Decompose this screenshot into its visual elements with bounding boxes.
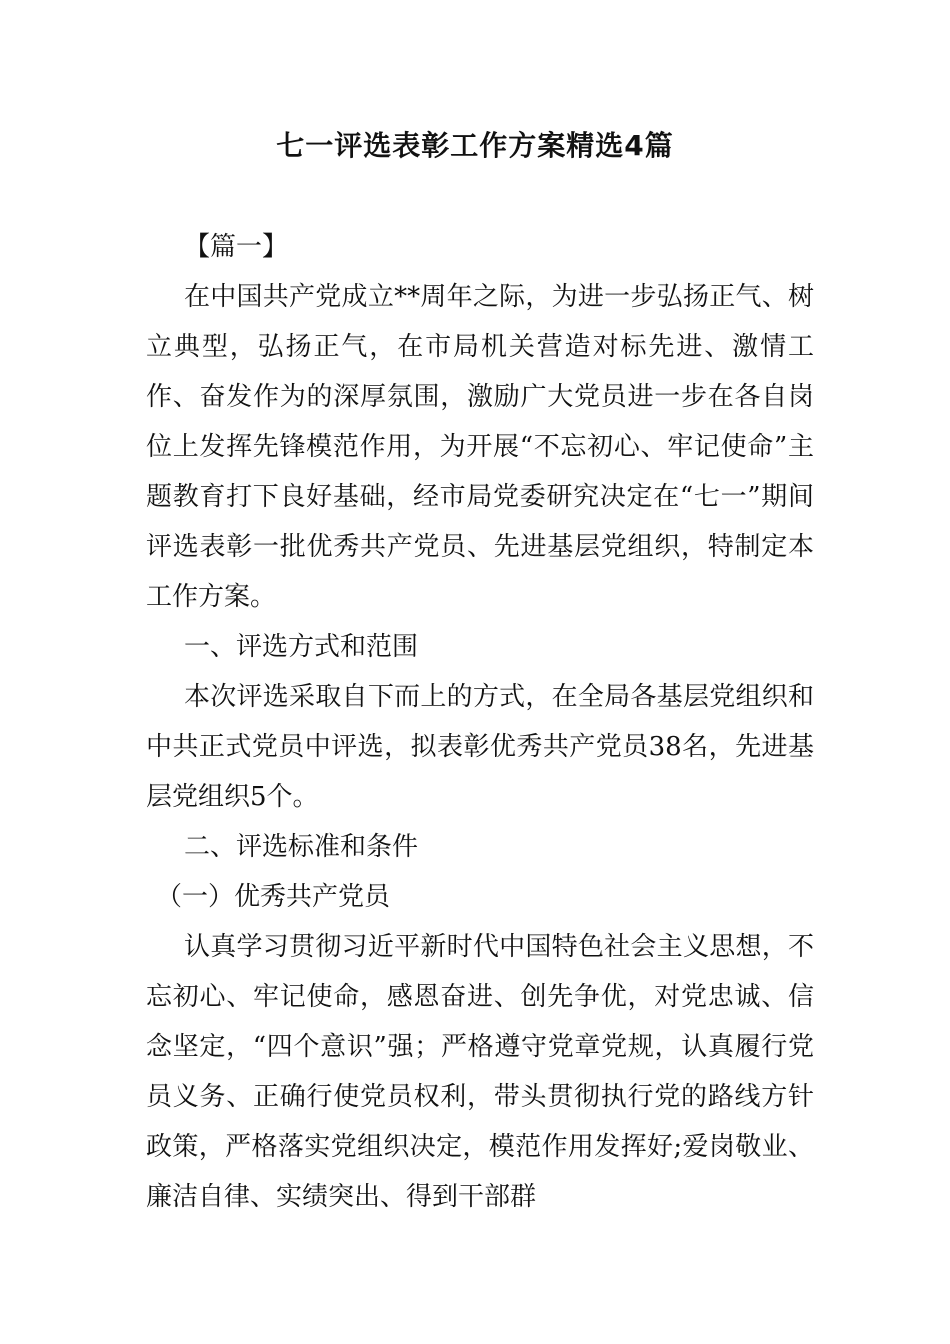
document-title: 七一评选表彰工作方案精选4篇 xyxy=(276,129,674,162)
section-heading-criteria: 二、评选标准和条件 xyxy=(184,832,419,862)
subsection-heading-members: （一）优秀共产党员 xyxy=(156,882,391,912)
document-body xyxy=(146,222,814,1222)
section-label: 【篇一】 xyxy=(184,232,289,262)
intro-paragraph: 在中国共产党成立**周年之际，为进一步弘扬正气、树立典型，弘扬正气，在市局机关营造对标先进、激情工作、奋发作为的深厚氛围，激励广大党员进一步在各自岗位上发挥先锋模范作用，为开展“不忘初心、牢记使命”主题教育打下良好基础，经市局党委研究决定在“七一”期间评选表彰一批优秀共产党员、先进基层党组织，特制定本工作方案。 xyxy=(146,282,814,612)
scope-paragraph: 本次评选采取自下而上的方式，在全局各基层党组织和中共正式党员中评选，拟表彰优秀共产党员38名，先进基层党组织5个。 xyxy=(146,682,814,812)
criteria-paragraph: 认真学习贯彻习近平新时代中国特色社会主义思想，不忘初心、牢记使命，感恩奋进、创先争优，对党忠诚、信念坚定，“四个意识”强；严格遵守党章党规，认真履行党员义务、正确行使党员权利，带头贯彻执行党的路线方针政策，严格落实党组织决定，模范作用发挥好;爱岗敬业、廉洁自律、实绩突出、得到干部群 xyxy=(146,932,814,1212)
section-heading-scope: 一、评选方式和范围 xyxy=(184,632,419,662)
